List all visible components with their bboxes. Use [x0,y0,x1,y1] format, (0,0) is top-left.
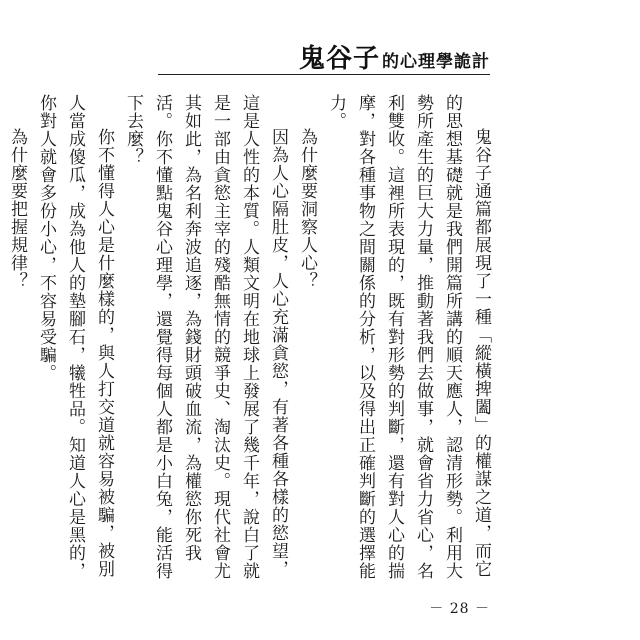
body-text [7,94,495,584]
paragraph-3: 因為人心隔肚皮，人心充滿貪慾，有著各種各樣的慾望，這是人性的本質。人類文明在地球上發展了幾千年，說白了就是一部由貪慾主宰的殘酷無情的競爭史、淘汰史。現代社會尤其如此，為名利奔波追逐，為錢財頭破血流，為權慾你死我活。你不懂點鬼谷心理學，還覺得每個人都是小白兔，能活得下去麼？ [123,94,288,580]
running-header [299,38,490,75]
book-title-sub: 的心理學詭計 [382,52,490,72]
paragraph-5: 為什麼要把握規律？ [7,128,27,290]
paragraph-4: 你不懂得人心是什麼樣的，與人打交道就容易被騙，被別人當成傻瓜，成為他人的墊腳石，犧牲品。知道人心是黑的，你對人就會多份小心，不容易受騙。 [36,94,114,580]
header-rule [158,74,490,75]
page-number: － 28 － [429,601,490,617]
paragraph-1: 鬼谷子通篇都展現了一種「縱橫捭闔」的權謀之道，而它的思想基礎就是我們開篇所講的順天應人，認清形勢。利用大勢所產生的巨大力量，推動著我們去做事，就會省力省心，名利雙收。這裡所表現的，既有對形勢的判斷，還有對人心的揣摩，對各種事物之間關係的分析，以及得出正確判斷的選擇能力。 [326,94,491,580]
paragraph-6 [0,94,2,584]
paragraph-2: 為什麼要洞察人心？ [297,128,317,290]
book-title-main: 鬼谷子 [298,44,380,74]
